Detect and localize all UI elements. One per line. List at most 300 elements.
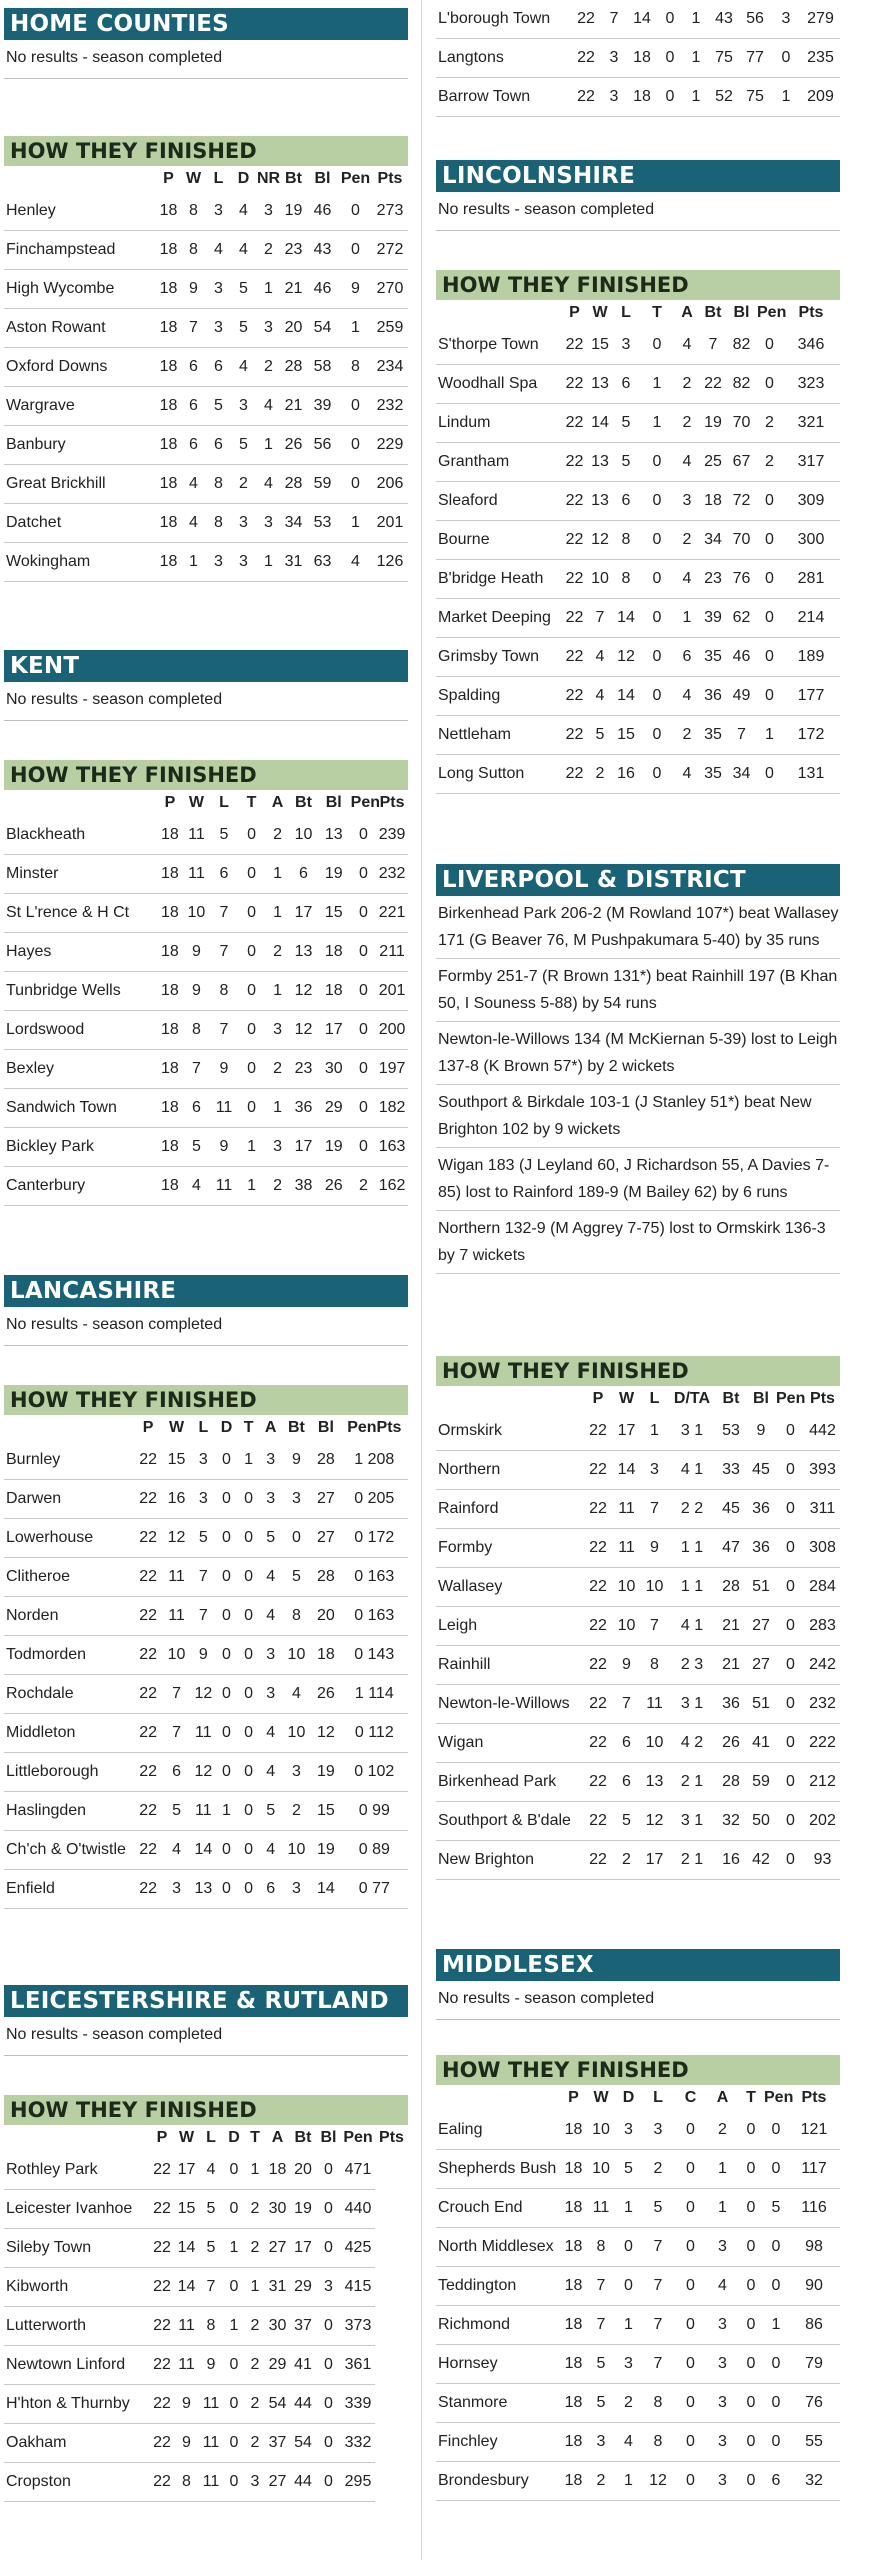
stat-cell: 0 xyxy=(674,2267,707,2306)
stat-cell: 7 xyxy=(642,2267,674,2306)
stat-cell: 0 xyxy=(223,2268,245,2307)
team-name: Henley xyxy=(4,192,156,231)
stat-cell: 0 xyxy=(223,2190,245,2229)
stat-cell: 1 xyxy=(707,2150,738,2189)
stat-cell: 11 xyxy=(174,2346,199,2385)
stat-cell: 0 xyxy=(757,482,782,521)
table-header-row xyxy=(4,790,408,816)
column-header: Pen xyxy=(350,794,381,811)
stat-cell: 5 xyxy=(588,716,612,755)
table-row xyxy=(4,1128,408,1167)
table-row xyxy=(4,309,408,348)
stat-cell: 5 xyxy=(642,2189,674,2228)
column-header: D xyxy=(237,170,250,187)
stat-cell: 3 xyxy=(231,543,256,582)
stat-cell: 3 xyxy=(260,1480,282,1519)
stat-cell: 3 xyxy=(601,39,627,78)
column-header: Pts xyxy=(379,794,405,811)
table-row xyxy=(436,560,840,599)
stat-cell: 27 xyxy=(311,1480,340,1519)
stat-cell: 5 xyxy=(612,404,640,443)
stat-cell: 0 xyxy=(339,231,372,270)
stat-cell: 0 xyxy=(757,677,782,716)
stat-cell: 18 xyxy=(157,1089,184,1128)
team-name: Teddington xyxy=(436,2267,560,2306)
stat-cell: 5 xyxy=(231,270,256,309)
stat-cell: 0 xyxy=(238,972,265,1011)
team-name: B'bridge Heath xyxy=(436,560,561,599)
section-title: LEICESTERSHIRE & RUTLAND xyxy=(4,1985,408,2017)
team-name: Stanmore xyxy=(436,2384,560,2423)
team-name: St L'rence & H Ct xyxy=(4,894,157,933)
column-header: Bt xyxy=(294,2129,312,2146)
match-result: Northern 132-9 (M Aggrey 7-75) lost to Ormskirk 136-3 by 7 wickets xyxy=(436,1211,840,1274)
team-name: Northern xyxy=(436,1451,584,1490)
team-name: New Brighton xyxy=(436,1841,584,1880)
stat-cell: 3 xyxy=(231,504,256,543)
team-column-header xyxy=(4,2125,150,2151)
stat-cell: 3 xyxy=(615,2345,642,2384)
stat-cell: 0 xyxy=(238,933,265,972)
stat-cell: 18 xyxy=(560,2189,587,2228)
stat-cell: 2 xyxy=(265,933,290,972)
stat-cell: 201 xyxy=(372,504,408,543)
column-header: L xyxy=(653,2089,663,2106)
column-header: D/TA xyxy=(673,1390,711,1407)
column-header: Pts xyxy=(801,2089,827,2106)
stat-cell: 6 xyxy=(162,1753,191,1792)
table-header-row xyxy=(436,2085,840,2111)
column-header: Pen xyxy=(757,304,787,321)
team-name: Oakham xyxy=(4,2424,150,2463)
stat-cell: 46 xyxy=(726,638,757,677)
stat-cell: 4 xyxy=(260,1753,282,1792)
stat-cell: 27 xyxy=(746,1607,776,1646)
stat-cell: 21 xyxy=(716,1646,746,1685)
team-name: Crouch End xyxy=(436,2189,560,2228)
stat-cell: 3 xyxy=(642,2111,674,2150)
stat-cell: 7 xyxy=(191,1558,215,1597)
stat-cell: 4 xyxy=(707,2267,738,2306)
column-header: Bl xyxy=(320,2129,337,2146)
stat-cell: 22 xyxy=(561,560,588,599)
stat-cell: 8 xyxy=(181,192,206,231)
stat-cell: 6 xyxy=(181,348,206,387)
standings-lincolnshire xyxy=(436,270,840,794)
stat-cell: 2 xyxy=(612,1841,641,1880)
stat-cell: 9 xyxy=(210,1050,239,1089)
stat-cell: 0 163 xyxy=(341,1597,408,1636)
table-row xyxy=(4,2463,408,2502)
table-row xyxy=(436,2423,840,2462)
stat-cell: 58 xyxy=(306,348,339,387)
stat-cell: 6 xyxy=(612,482,640,521)
table-row xyxy=(436,521,840,560)
stat-cell: 31 xyxy=(281,543,306,582)
stat-cell: 8 xyxy=(199,2307,223,2346)
stat-cell: 415 xyxy=(341,2268,375,2307)
stat-cell: 22 xyxy=(584,1607,612,1646)
no-results-note: No results - season completed xyxy=(4,40,408,79)
stat-cell: 15 xyxy=(588,326,612,365)
stat-cell: 0 xyxy=(215,1519,237,1558)
stat-cell: 5 xyxy=(206,387,231,426)
stat-cell: 13 xyxy=(191,1870,215,1909)
team-column-header xyxy=(436,2085,560,2111)
stat-cell: 0 xyxy=(339,387,372,426)
team-name: Long Sutton xyxy=(436,755,561,794)
match-result: Wigan 183 (J Leyland 60, J Richardson 55, A Davies 7-85) lost to Rainford 189-9 (M Bailey 62) by 6 runs xyxy=(436,1148,840,1211)
stat-cell: 12 xyxy=(588,521,612,560)
team-name: Bexley xyxy=(4,1050,157,1089)
stat-cell: 189 xyxy=(782,638,840,677)
stat-cell: 1 xyxy=(215,1792,237,1831)
stat-cell: 11 xyxy=(174,2307,199,2346)
stat-cell: 12 xyxy=(162,1519,191,1558)
stat-cell: 9 xyxy=(339,270,372,309)
stat-cell: 0 xyxy=(640,326,674,365)
stat-cell: 3 xyxy=(256,309,281,348)
stat-cell: 7 xyxy=(162,1675,191,1714)
stat-cell: 3 xyxy=(587,2423,615,2462)
stat-cell: 4 xyxy=(339,543,372,582)
stat-cell: 116 xyxy=(788,2189,840,2228)
stat-cell: 7 xyxy=(601,0,627,39)
table-row xyxy=(436,1802,840,1841)
stat-cell: 0 xyxy=(738,2150,764,2189)
stat-cell: 26 xyxy=(311,1675,340,1714)
stat-cell: 14 xyxy=(311,1870,340,1909)
team-name: Wokingham xyxy=(4,543,156,582)
stat-cell: 1 xyxy=(339,309,372,348)
team-name: Norden xyxy=(4,1597,134,1636)
stat-cell: 317 xyxy=(782,443,840,482)
column-header: P xyxy=(142,1419,154,1436)
stat-cell: 323 xyxy=(782,365,840,404)
match-result: Newton-le-Willows 134 (M McKiernan 5-39) lost to Leigh 137-8 (K Brown 57*) by 2 wickets xyxy=(436,1022,840,1085)
team-name: Grantham xyxy=(436,443,561,482)
how-they-finished-heading: HOW THEY FINISHED xyxy=(4,136,408,166)
stat-cell: 7 xyxy=(183,1050,210,1089)
stat-cell: 19 xyxy=(311,1753,340,1792)
stat-cell: 15 xyxy=(612,716,640,755)
stat-cell: 16 xyxy=(612,755,640,794)
no-results-note: No results - season completed xyxy=(436,192,840,231)
stat-cell: 7 xyxy=(642,2345,674,2384)
stat-cell: 1 xyxy=(238,1167,265,1206)
team-name: Finchampstead xyxy=(4,231,156,270)
table-row xyxy=(4,270,408,309)
team-name: Lindum xyxy=(436,404,561,443)
stat-cell: 5 xyxy=(615,2150,642,2189)
team-name: Rainhill xyxy=(436,1646,584,1685)
stat-cell: 22 xyxy=(134,1870,161,1909)
stat-cell: 3 xyxy=(601,78,627,117)
stat-cell: 22 xyxy=(134,1831,161,1870)
team-column-header xyxy=(436,1386,584,1412)
stat-cell: 7 xyxy=(642,2306,674,2345)
team-name: Southport & B'dale xyxy=(436,1802,584,1841)
section-liverpool xyxy=(436,864,840,1274)
stat-cell: 3 xyxy=(282,1870,311,1909)
table-row xyxy=(4,1441,408,1480)
team-column-header xyxy=(4,166,156,192)
stat-cell: 232 xyxy=(376,855,408,894)
stat-cell: 1 xyxy=(265,1089,290,1128)
stat-cell: 22 xyxy=(561,365,588,404)
stat-cell: 21 xyxy=(281,387,306,426)
stat-cell: 37 xyxy=(265,2424,290,2463)
stat-cell: 200 xyxy=(376,1011,408,1050)
stat-cell: 0 xyxy=(640,716,674,755)
stat-cell: 0 xyxy=(316,2346,341,2385)
how-they-finished-heading: HOW THEY FINISHED xyxy=(4,2095,408,2125)
section-title: MIDDLESEX xyxy=(436,1949,840,1981)
stat-cell: 1 xyxy=(640,404,674,443)
stat-cell: 242 xyxy=(805,1646,840,1685)
stat-cell: 4 xyxy=(615,2423,642,2462)
stat-cell: 0 xyxy=(738,2228,764,2267)
team-name: Spalding xyxy=(436,677,561,716)
stat-cell: 45 xyxy=(716,1490,746,1529)
stat-cell: 30 xyxy=(265,2190,290,2229)
stat-cell: 0 163 xyxy=(341,1558,408,1597)
stat-cell: 51 xyxy=(746,1568,776,1607)
stat-cell: 211 xyxy=(376,933,408,972)
stat-cell: 0 xyxy=(238,1558,260,1597)
stat-cell: 22 xyxy=(134,1792,161,1831)
stat-cell: 14 xyxy=(174,2229,199,2268)
stat-cell: 5 xyxy=(210,816,239,855)
how-they-finished-heading: HOW THEY FINISHED xyxy=(436,1356,840,1386)
stat-cell: 11 xyxy=(191,1714,215,1753)
stat-cell: 197 xyxy=(376,1050,408,1089)
stat-cell: 93 xyxy=(805,1841,840,1880)
section-leicestershire xyxy=(4,1985,408,2056)
table-row xyxy=(436,2189,840,2228)
stat-cell: 3 xyxy=(206,270,231,309)
stat-cell: 1 xyxy=(256,270,281,309)
table-row xyxy=(4,816,408,855)
stat-cell: 4 xyxy=(162,1831,191,1870)
stat-cell: 10 xyxy=(641,1724,668,1763)
stat-cell: 0 xyxy=(351,855,376,894)
stat-cell: 7 xyxy=(199,2268,223,2307)
stat-cell: 0 xyxy=(238,1714,260,1753)
stat-cell: 1 xyxy=(265,894,290,933)
standings-leicestershire xyxy=(4,2095,408,2502)
table-row xyxy=(4,2424,408,2463)
stat-cell: 10 xyxy=(282,1714,311,1753)
team-name: Haslingden xyxy=(4,1792,134,1831)
match-result: Birkenhead Park 206-2 (M Rowland 107*) beat Wallasey 171 (G Beaver 76, M Pushpakumara 5-40) by 35 runs xyxy=(436,896,840,959)
stat-cell: 22 xyxy=(584,1490,612,1529)
stat-cell: 14 xyxy=(627,0,657,39)
column-header: T xyxy=(250,2129,260,2146)
table-row xyxy=(4,1050,408,1089)
table-row xyxy=(4,1831,408,1870)
stat-cell: 56 xyxy=(739,0,771,39)
stat-cell: 26 xyxy=(716,1724,746,1763)
table-row xyxy=(4,1636,408,1675)
stat-cell: 14 xyxy=(174,2268,199,2307)
stat-cell: 70 xyxy=(726,404,757,443)
table-header-row xyxy=(4,166,408,192)
stat-cell: 62 xyxy=(726,599,757,638)
stat-cell: 54 xyxy=(290,2424,316,2463)
stat-cell: 18 xyxy=(156,543,181,582)
stat-cell: 0 102 xyxy=(341,1753,408,1792)
stat-cell: 22 xyxy=(150,2385,174,2424)
stat-cell: 4 2 xyxy=(668,1724,716,1763)
stat-cell: 3 xyxy=(206,192,231,231)
stat-cell: 201 xyxy=(376,972,408,1011)
stat-cell: 41 xyxy=(746,1724,776,1763)
stat-cell: 1 xyxy=(223,2229,245,2268)
stat-cell: 6 xyxy=(290,855,317,894)
stat-cell: 7 xyxy=(587,2306,615,2345)
team-name: Aston Rowant xyxy=(4,309,156,348)
column-header: Pen xyxy=(343,2129,373,2146)
stat-cell: 0 205 xyxy=(341,1480,408,1519)
column-header: D xyxy=(220,1419,233,1436)
stat-cell: 18 xyxy=(560,2111,587,2150)
stat-cell: 54 xyxy=(265,2385,290,2424)
stat-cell: 270 xyxy=(372,270,408,309)
team-column-header xyxy=(436,300,561,326)
stat-cell: 0 xyxy=(215,1558,237,1597)
standings-table xyxy=(436,2085,840,2501)
stat-cell: 35 xyxy=(700,716,726,755)
stat-cell: 18 xyxy=(157,933,184,972)
stat-cell: 6 xyxy=(260,1870,282,1909)
standings-lancashire xyxy=(4,1385,408,1909)
stat-cell: 22 xyxy=(584,1529,612,1568)
stat-cell: 14 xyxy=(191,1831,215,1870)
table-row xyxy=(4,1870,408,1909)
stat-cell: 1 1 xyxy=(668,1529,716,1568)
stat-cell: 18 xyxy=(156,192,181,231)
stat-cell: 5 xyxy=(183,1128,210,1167)
team-name: Bickley Park xyxy=(4,1128,157,1167)
table-row xyxy=(436,1529,840,1568)
column-header: Bt xyxy=(295,794,312,811)
stat-cell: 18 xyxy=(156,270,181,309)
stat-cell: 3 xyxy=(707,2384,738,2423)
stat-cell: 22 xyxy=(561,599,588,638)
table-row xyxy=(4,1558,408,1597)
stat-cell: 22 xyxy=(134,1597,161,1636)
stat-cell: 117 xyxy=(788,2150,840,2189)
stat-cell: 0 xyxy=(351,972,376,1011)
stat-cell: 22 xyxy=(561,716,588,755)
stat-cell: 6 xyxy=(206,426,231,465)
team-name: Minster xyxy=(4,855,157,894)
stat-cell: 0 112 xyxy=(341,1714,408,1753)
stat-cell: 234 xyxy=(372,348,408,387)
standings-home-counties xyxy=(4,136,408,582)
stat-cell: 4 1 xyxy=(668,1451,716,1490)
column-header: P xyxy=(569,304,580,321)
stat-cell: 300 xyxy=(782,521,840,560)
column-header: A xyxy=(264,1419,277,1436)
stat-cell: 11 xyxy=(210,1167,239,1206)
team-name: Enfield xyxy=(4,1870,134,1909)
stat-cell: 4 xyxy=(674,443,700,482)
stat-cell: 11 xyxy=(191,1792,215,1831)
stat-cell: 222 xyxy=(805,1724,840,1763)
stat-cell: 0 xyxy=(674,2345,707,2384)
stat-cell: 0 xyxy=(771,39,801,78)
stat-cell: 14 xyxy=(612,599,640,638)
column-header: T xyxy=(246,794,257,811)
stat-cell: 20 xyxy=(281,309,306,348)
stat-cell: 7 xyxy=(587,2267,615,2306)
stat-cell: 0 xyxy=(351,816,376,855)
stat-cell: 0 xyxy=(776,1607,805,1646)
stat-cell: 232 xyxy=(805,1685,840,1724)
stat-cell: 17 xyxy=(174,2151,199,2190)
standings-continuation xyxy=(436,0,840,117)
stat-cell: 0 xyxy=(738,2423,764,2462)
column-header: Pen xyxy=(340,170,371,187)
table-row xyxy=(4,894,408,933)
stat-cell: 0 xyxy=(615,2228,642,2267)
stat-cell: 0 xyxy=(757,560,782,599)
table-row xyxy=(4,1519,408,1558)
stat-cell: 18 xyxy=(156,309,181,348)
stat-cell: 7 xyxy=(612,1685,641,1724)
table-row xyxy=(436,677,840,716)
table-row xyxy=(436,716,840,755)
stat-cell: 8 xyxy=(642,2423,674,2462)
stat-cell: 98 xyxy=(788,2228,840,2267)
stat-cell: 6 xyxy=(210,855,239,894)
stat-cell: 17 xyxy=(290,2229,316,2268)
stat-cell: 35 xyxy=(700,638,726,677)
column-header: C xyxy=(684,2089,697,2106)
column-header: P xyxy=(568,2089,579,2106)
stat-cell: 9 xyxy=(612,1646,641,1685)
standings-table xyxy=(4,166,408,582)
table-row xyxy=(4,2229,408,2268)
no-results-note: No results - season completed xyxy=(4,1307,408,1346)
stat-cell: 11 xyxy=(612,1529,641,1568)
table-header-row xyxy=(4,2125,408,2151)
stat-cell: 0 xyxy=(316,2463,341,2502)
stat-cell: 0 77 xyxy=(341,1870,408,1909)
stat-cell: 18 xyxy=(311,1636,340,1675)
section-title: KENT xyxy=(4,650,408,682)
team-name: Canterbury xyxy=(4,1167,157,1206)
stat-cell: 1 xyxy=(265,972,290,1011)
column-header: P xyxy=(164,794,176,811)
team-name: Leicester Ivanhoe xyxy=(4,2190,150,2229)
stat-cell: 0 xyxy=(738,2267,764,2306)
stat-cell: 13 xyxy=(588,443,612,482)
stat-cell: 18 xyxy=(157,894,184,933)
stat-cell: 22 xyxy=(561,443,588,482)
team-name: Langtons xyxy=(436,39,571,78)
stat-cell: 18 xyxy=(157,1128,184,1167)
team-name: Darwen xyxy=(4,1480,134,1519)
table-row xyxy=(4,1792,408,1831)
team-name: Kibworth xyxy=(4,2268,150,2307)
stat-cell: 12 xyxy=(641,1802,668,1841)
stat-cell: 0 xyxy=(776,1724,805,1763)
stat-cell: 49 xyxy=(726,677,757,716)
table-row xyxy=(4,465,408,504)
